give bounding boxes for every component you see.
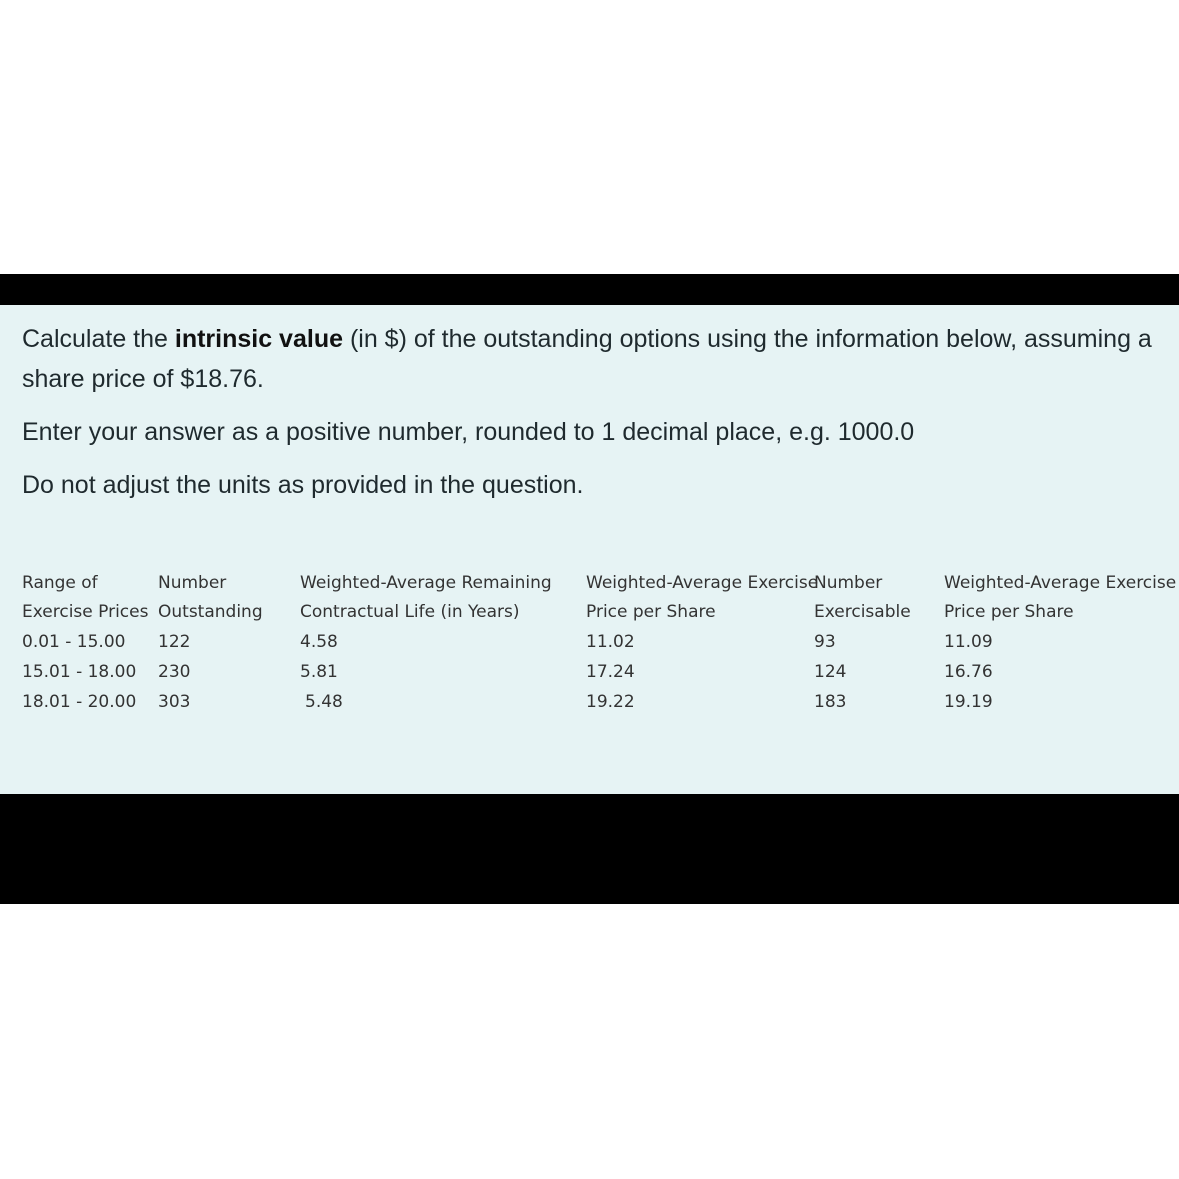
table-cell: 11.09 — [944, 632, 993, 652]
table-cell: 124 — [814, 662, 847, 682]
table-cell: 18.01 - 20.00 — [22, 692, 137, 712]
header-exercise-price-exercisable-line1: Weighted-Average Exercise — [944, 573, 1177, 593]
header-range-line1: Range of — [22, 573, 98, 593]
header-range-line2: Exercise Prices — [22, 602, 149, 622]
table-cell: 19.19 — [944, 692, 993, 712]
top-black-bar — [0, 274, 1179, 305]
header-remaining-life-line1: Weighted-Average Remaining — [300, 573, 552, 593]
table-cell: 17.24 — [586, 662, 635, 682]
header-exercisable-line1: Number — [814, 573, 883, 593]
header-outstanding-line1: Number — [158, 573, 227, 593]
table-cell: 230 — [158, 662, 191, 682]
answer-format-instruction: Enter your answer as a positive number, rounded to 1 decimal place, e.g. 1000.0 — [22, 418, 915, 446]
table-cell: 5.48 — [305, 692, 343, 712]
table-cell: 303 — [158, 692, 191, 712]
table-cell: 93 — [814, 632, 836, 652]
header-exercise-price-exercisable-line2: Price per Share — [944, 602, 1074, 622]
bottom-black-bar — [0, 794, 1179, 904]
question-prompt: Calculate the intrinsic value (in $) of the outstanding options using the information below, assuming a share price of $18.76. — [22, 325, 1152, 393]
table-cell: 19.22 — [586, 692, 635, 712]
header-exercise-price-outstanding-line2: Price per Share — [586, 602, 716, 622]
header-exercise-price-outstanding-line1: Weighted-Average Exercise — [586, 573, 819, 593]
question-text — [22, 319, 1152, 505]
header-remaining-life-line2: Contractual Life (in Years) — [300, 602, 520, 622]
table-cell: 122 — [158, 632, 191, 652]
table-cell: 15.01 - 18.00 — [22, 662, 137, 682]
units-instruction: Do not adjust the units as provided in the question. — [22, 471, 584, 499]
table-cell: 11.02 — [586, 632, 635, 652]
intrinsic-value-emphasis: intrinsic value — [174, 325, 343, 353]
table-cell: 5.81 — [300, 662, 338, 682]
question-panel — [0, 305, 1179, 794]
table-cell: 183 — [814, 692, 847, 712]
table-cell: 0.01 - 15.00 — [22, 632, 126, 652]
table-cell: 16.76 — [944, 662, 993, 682]
table-cell: 4.58 — [300, 632, 338, 652]
header-outstanding-line2: Outstanding — [158, 602, 263, 622]
header-exercisable-line2: Exercisable — [814, 602, 911, 622]
